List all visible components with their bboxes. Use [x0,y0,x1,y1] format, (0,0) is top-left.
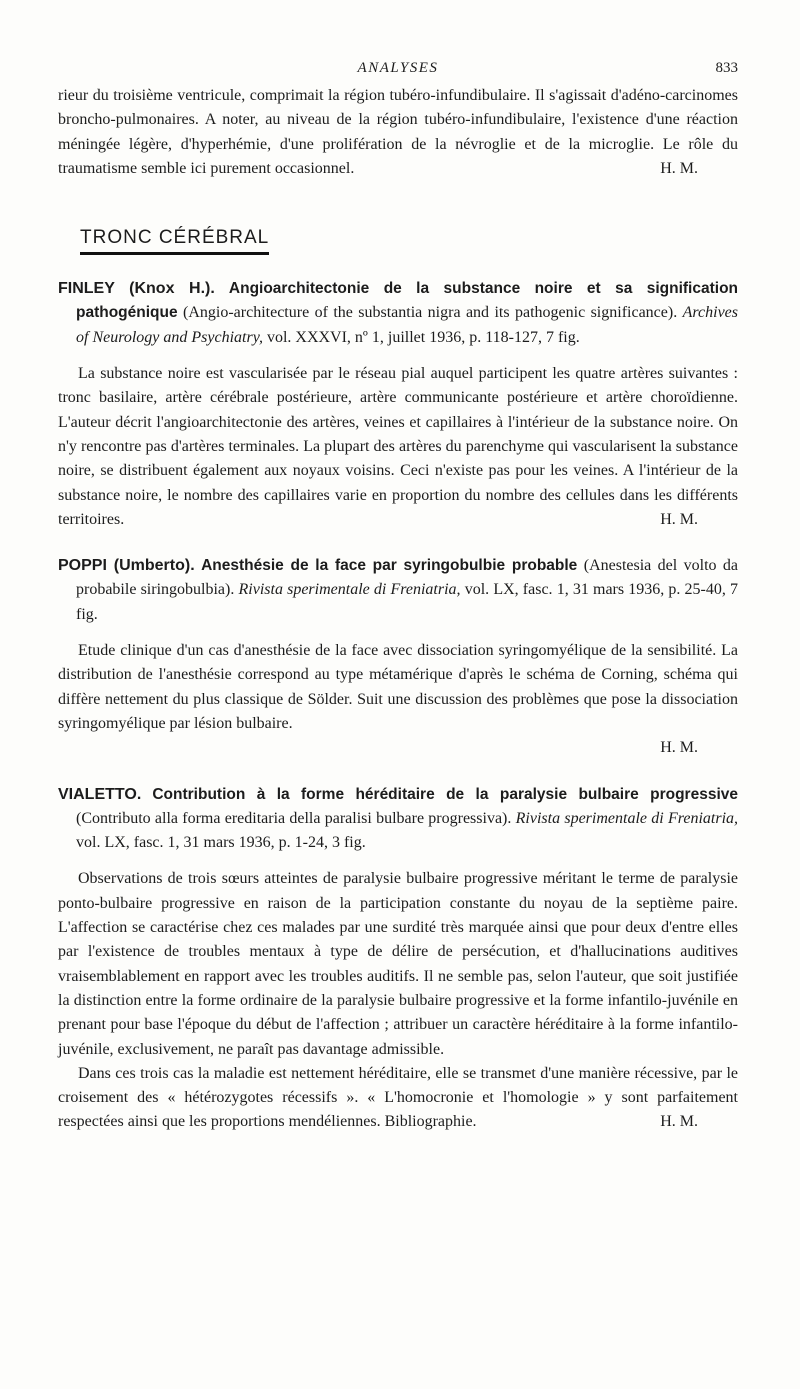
continuation-text: rieur du troisième ventricule, comprimait la région tubéro-infundibulaire. Il s'agissait d'adéno-carcinomes broncho-pulmonaires. A noter, au niveau de la région tubéro-infundibulaire, l'existence d'une réaction méningée légère, d'hyperhémie, d'une prolifération de la névroglie et de la microglie. Le rôle du traumatisme semble ici purement occasionnel. [58,87,738,177]
review-entry [58,277,738,532]
entry-title: Angioarchitectonie de la substance noire et sa signification pathogénique [76,280,739,322]
entry-title: Anesthésie de la face par syringobulbie probable [201,557,578,575]
entry-heading [58,277,738,350]
entry-body [58,362,738,532]
signature: H. M. [660,739,698,757]
review-entry [58,554,738,760]
entry-author: POPPI (Umberto). [58,557,195,575]
entry-original-title: (Angio-architecture of the substantia nigra and its pathogenic significance). [183,304,678,322]
running-title: ANALYSES [357,60,439,76]
entry-body-text: Observations de trois sœurs atteintes de paralysie bulbaire progressive méritant le terme de paralysie ponto-bulbaire progressive en raison de la participation constante du noyau de la septième paire. L'affection se caractérise chez ces malades par une surdité très marquée ainsi que pour deux d'entre elles par l'existence de troubles mentaux à type de délire de persécution, et d'hallucinations auditives vraisemblablement en rapport avec les troubles auditifs. Il ne semble pas, selon l'auteur, que soit justifiée la distinction entre la forme ordinaire de la paralysie bulbaire progressive et la forme infantilo-juvénile en prenant pour base l'époque du début de l'affection ; attribuer un caractère héréditaire à la forme infantilo-juvénile, exclusivement, ne paraît pas davantage admissible. [58,870,738,1058]
signature: H. M. [660,159,698,177]
entry-journal: Rivista sperimentale di Freniatria, [238,581,461,599]
entry-journal: Rivista sperimentale di Freniatria, [515,809,739,827]
entry-heading [58,554,738,627]
continuation-paragraph [58,84,738,181]
signature: H. M. [660,1113,698,1131]
entry-title: Contribution à la forme héréditaire de la paralysie bulbaire progressive [152,785,738,803]
entry-body [58,867,738,1061]
entry-author: FINLEY (Knox H.). [58,280,215,298]
signature: H. M. [660,510,698,528]
entry-reference: vol. LX, fasc. 1, 31 mars 1936, p. 1-24, 3 fig. [76,834,366,852]
entry-heading [58,783,738,856]
review-entry [58,783,738,1135]
section-title: TRONC CÉRÉBRAL [80,227,269,255]
entry-body-text: Dans ces trois cas la maladie est nettement héréditaire, elle se transmet d'une manière récessive, par le croisement des « hétérozygotes récessifs ». « L'homocronie et l'homologie » y sont parfaitement respectées ainsi que les proportions mendéliennes. Bibliographie. [58,1064,738,1131]
entry-original-title: (Anestesia del volto da probabile siringobulbia). [76,557,739,599]
page [58,58,738,1135]
entry-body [58,1062,738,1135]
entry-reference: vol. LX, fasc. 1, 31 mars 1936, p. 25-40, 7 fig. [76,581,739,623]
entry-body-text: Etude clinique d'un cas d'anesthésie de la face avec dissociation syringomyélique de la sensibilité. La distribution de l'anesthésie correspond au type métamérique d'après le schéma de Corning, schéma qui diffère nettement du plus classique de Sölder. Suit une discussion des problèmes que pose la dissociation syringomyélique par lésion bulbaire. [58,642,738,732]
entry-author: VIALETTO. [58,785,142,803]
entry-original-title: (Contributo alla forma ereditaria della paralisi bulbare progressiva). [76,809,512,827]
entry-journal: Archives of Neurology and Psychiatry, [76,304,738,346]
page-number: 833 [715,60,738,76]
entry-body-text: La substance noire est vascularisée par le réseau pial auquel participent les quatre artères suivantes : tronc basilaire, artère cérébrale postérieure, artère communicante postérieure et artère choroïdienne. L'auteur décrit l'angioarchitectonie des artères, veines et capillaires à l'intérieur de la substance noire. On n'y rencontre pas d'artères terminales. La plupart des artères du parenchyme qui vascularisent la substance noire, se distribuent également aux noyaux voisins. Ceci n'existe pas pour les veines. A l'intérieur de la substance noire, le nombre des capillaires varie en proportion du nombre des cellules dans les différents territoires. [58,365,738,528]
entry-reference: vol. XXXVI, nº 1, juillet 1936, p. 118-127, 7 fig. [266,328,580,346]
entry-body [58,639,738,736]
page-header [58,58,738,84]
